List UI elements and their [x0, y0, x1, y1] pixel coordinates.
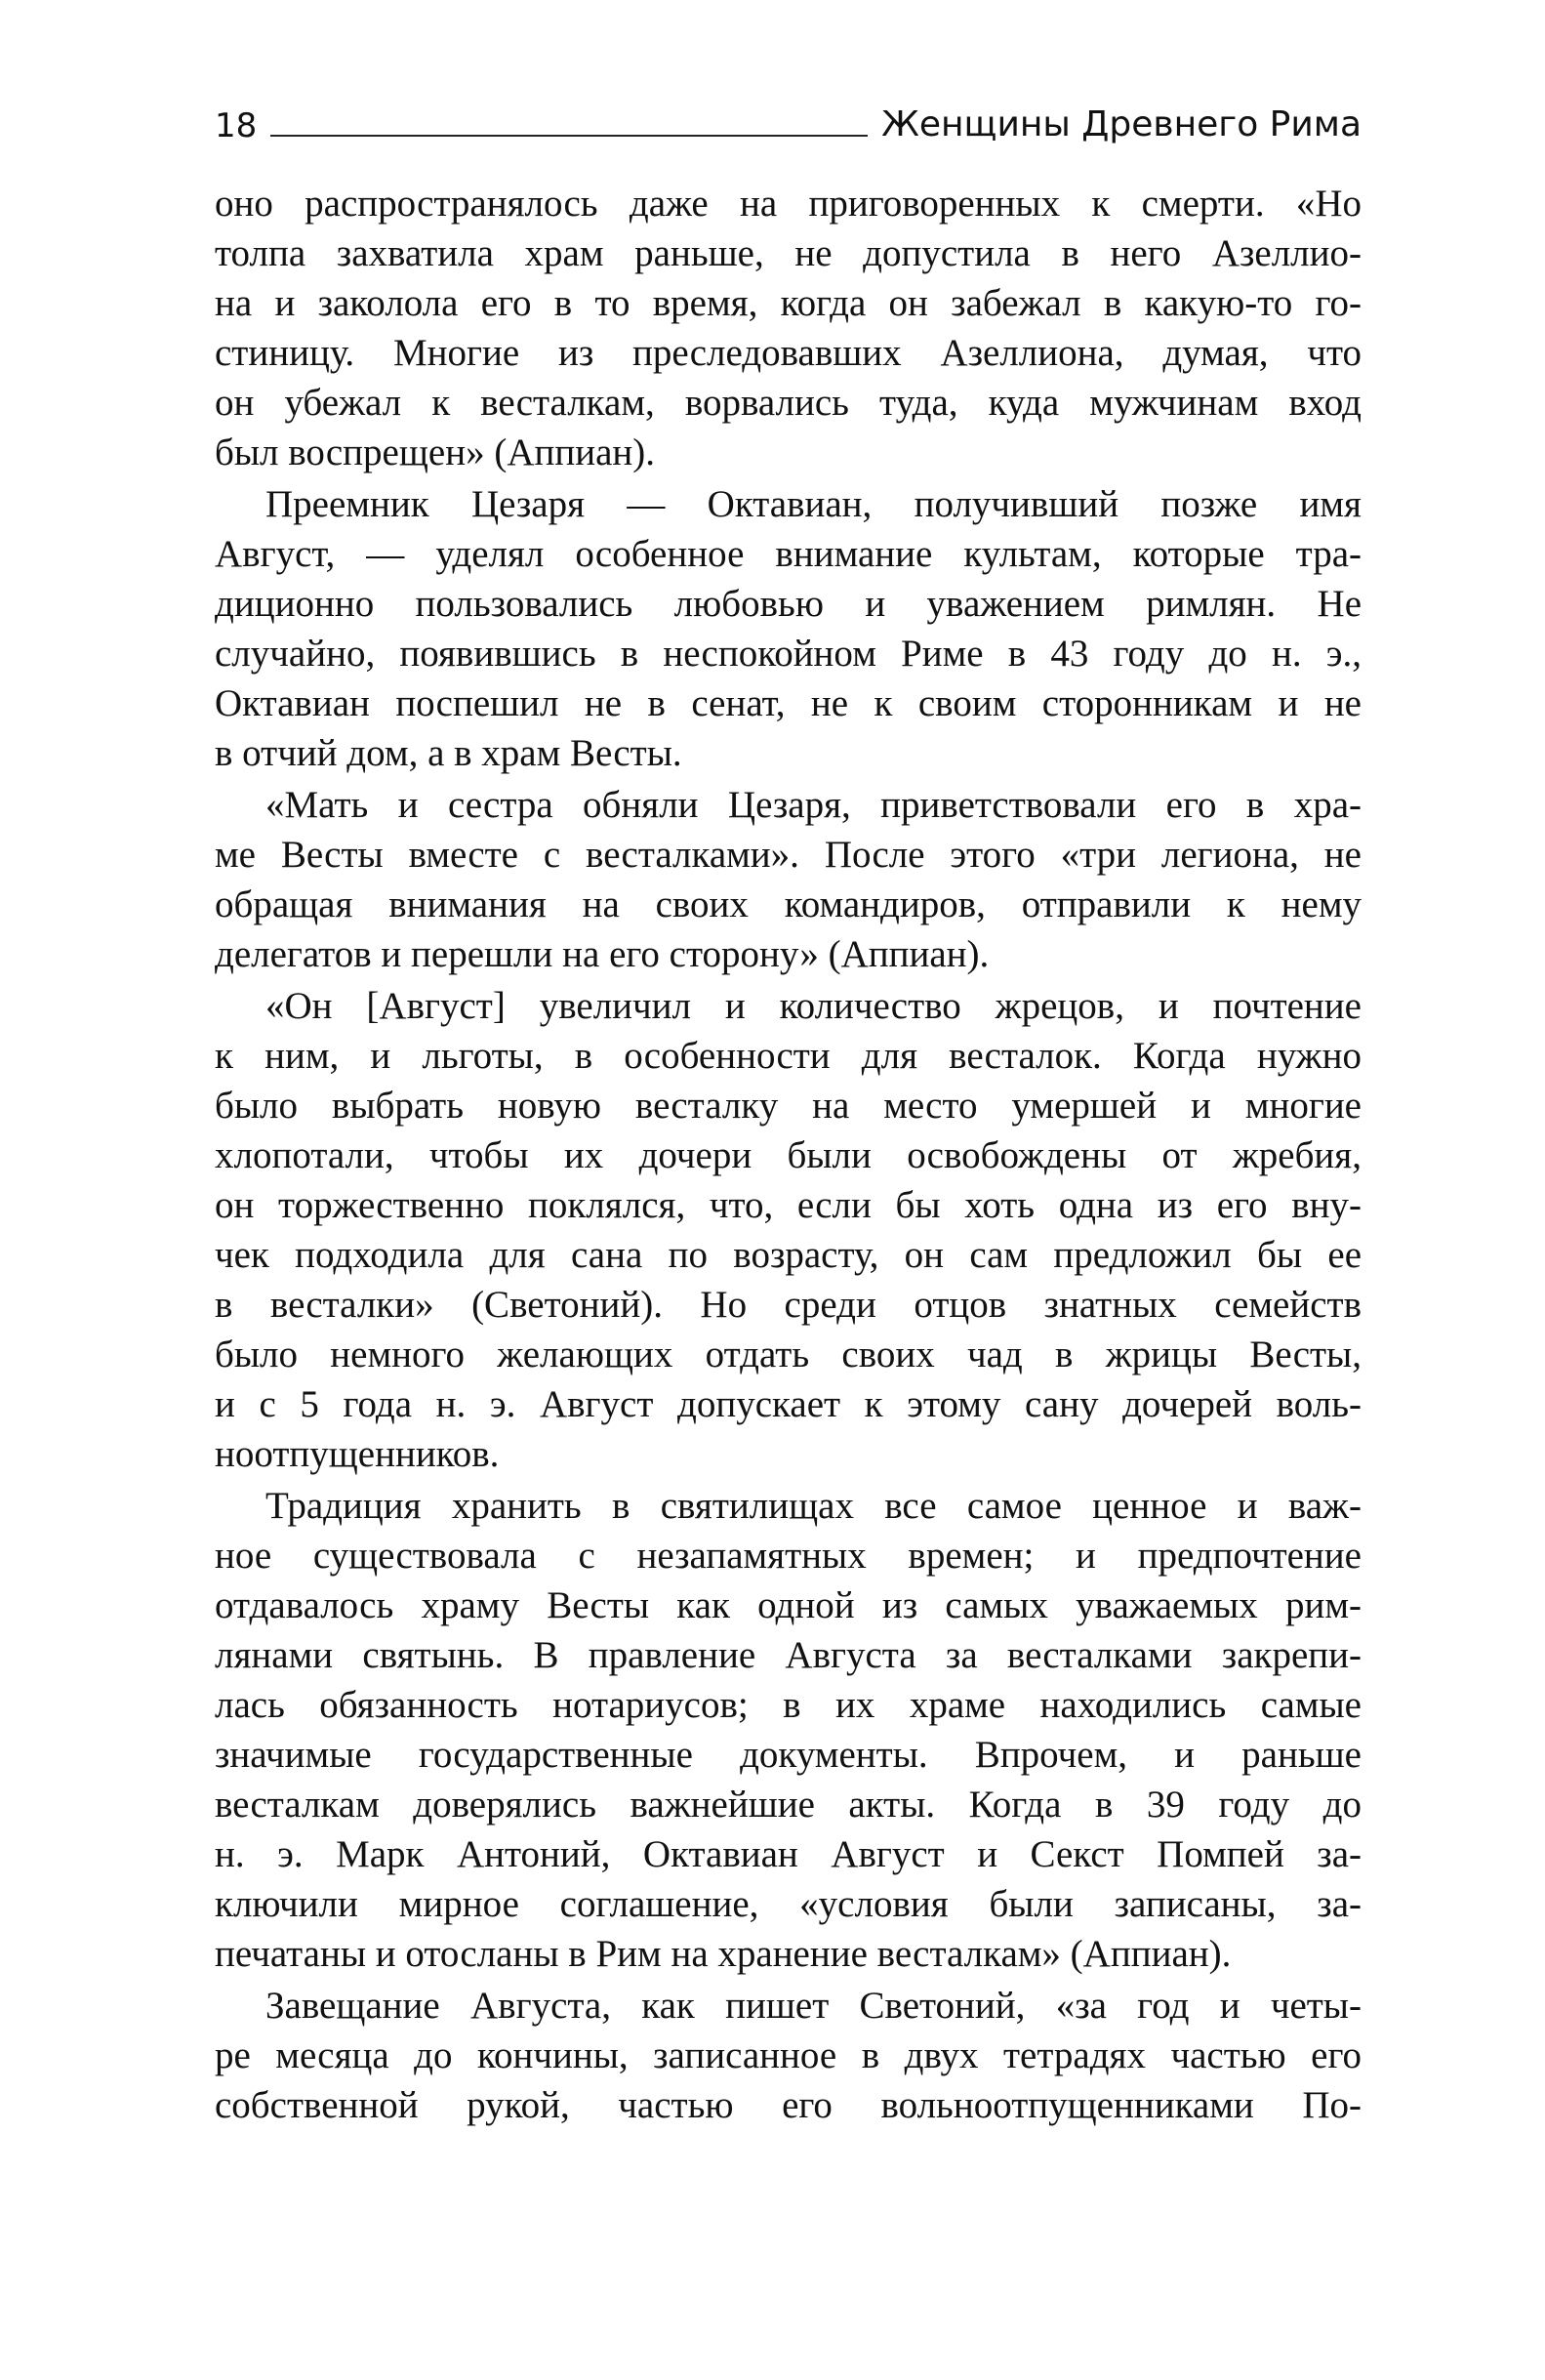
text-line: было немного желающих отдать своих чад в жрицы Весты, — [215, 1334, 1362, 1375]
text-line: значимые государственные документы. Впрочем, и раньше — [215, 1734, 1362, 1776]
paragraph — [215, 780, 1362, 979]
text-line: Октавиан поспешил не в сенат, не к своим сторонникам и не — [215, 682, 1362, 724]
paragraph — [215, 981, 1362, 1479]
paragraph — [215, 479, 1362, 778]
text-line: Преемник Цезаря — Октавиан, получивший позже имя — [265, 483, 1362, 525]
text-line: обращая внимания на своих командиров, отправили к нему — [215, 883, 1362, 925]
paragraph — [215, 179, 1362, 477]
text-line: ноотпущенников. — [215, 1433, 500, 1475]
text-line: ное существовала с незапамятных времен; и предпочтение — [215, 1535, 1362, 1577]
text-line: лась обязанность нотариусов; в их храме находились самые — [215, 1684, 1362, 1726]
text-line: печатаны и отосланы в Рим на хранение весталкам» (Аппиан). — [215, 1933, 1232, 1975]
paragraph — [215, 1481, 1362, 1979]
body-text — [215, 179, 1362, 2132]
text-line: весталкам доверялись важнейшие акты. Когда в 39 году до — [215, 1784, 1362, 1826]
text-line: стиницу. Многие из преследовавших Азеллиона, думая, что — [215, 332, 1362, 374]
text-line: «Мать и сестра обняли Цезаря, приветствовали его в хра- — [265, 784, 1362, 826]
text-line: отдавалось храму Весты как одной из самых уважаемых рим- — [215, 1584, 1362, 1626]
text-line: было выбрать новую весталку на место умершей и многие — [215, 1085, 1362, 1127]
paragraph — [215, 1981, 1362, 2130]
text-line: хлопотали, чтобы их дочери были освобождены от жребия, — [215, 1134, 1362, 1176]
text-line: был воспрещен» (Аппиан). — [215, 431, 656, 473]
text-line: Традиция хранить в святилищах все самое ценное и важ- — [265, 1485, 1362, 1527]
text-line: оно распространялось даже на приговоренных к смерти. «Но — [215, 183, 1362, 225]
text-line: на и заколола его в то время, когда он забежал в какую-то го- — [215, 282, 1362, 324]
text-line: ре месяца до кончины, записанное в двух тетрадях частью его — [215, 2034, 1362, 2076]
text-line: Завещание Августа, как пишет Светоний, «за год и четы- — [265, 1985, 1362, 2027]
text-line: ключили мирное соглашение, «условия были записаны, за- — [215, 1883, 1362, 1925]
text-line: диционно пользовались любовью и уважением римлян. Не — [215, 583, 1362, 625]
page-number: 18 — [215, 106, 258, 145]
text-line: он торжественно поклялся, что, если бы хоть одна из его вну- — [215, 1184, 1362, 1226]
running-title: Женщины Древнего Рима — [881, 104, 1362, 144]
header-rule — [270, 135, 868, 137]
text-line: в весталки» (Светоний). Но среди отцов знатных семейств — [215, 1284, 1362, 1326]
text-line: ме Весты вместе с весталками». После этого «три легиона, не — [215, 834, 1362, 876]
text-line: и с 5 года н. э. Август допускает к этому сану дочерей воль- — [215, 1383, 1362, 1425]
text-line: толпа захватила храм раньше, не допустила в него Азеллио- — [215, 232, 1362, 274]
text-line: он убежал к весталкам, ворвались туда, куда мужчинам вход — [215, 382, 1362, 424]
text-line: «Он [Август] увеличил и количество жрецов, и почтение — [265, 985, 1362, 1027]
text-line: случайно, появившись в неспокойном Риме в 43 году до н. э., — [215, 633, 1362, 675]
running-head — [215, 98, 1362, 148]
text-line: к ним, и льготы, в особенности для весталок. Когда нужно — [215, 1035, 1362, 1077]
text-line: лянами святынь. В правление Августа за весталками закрепи- — [215, 1634, 1362, 1676]
text-line: делегатов и перешли на его сторону» (Аппиан). — [215, 933, 990, 975]
text-line: собственной рукой, частью его вольноотпущенниками По- — [215, 2084, 1362, 2126]
text-line: Август, — уделял особенное внимание культам, которые тра- — [215, 533, 1362, 575]
text-line: н. э. Марк Антоний, Октавиан Август и Секст Помпей за- — [215, 1833, 1362, 1875]
text-line: чек подходила для сана по возрасту, он сам предложил бы ее — [215, 1234, 1362, 1276]
text-line: в отчий дом, а в храм Весты. — [215, 732, 682, 774]
